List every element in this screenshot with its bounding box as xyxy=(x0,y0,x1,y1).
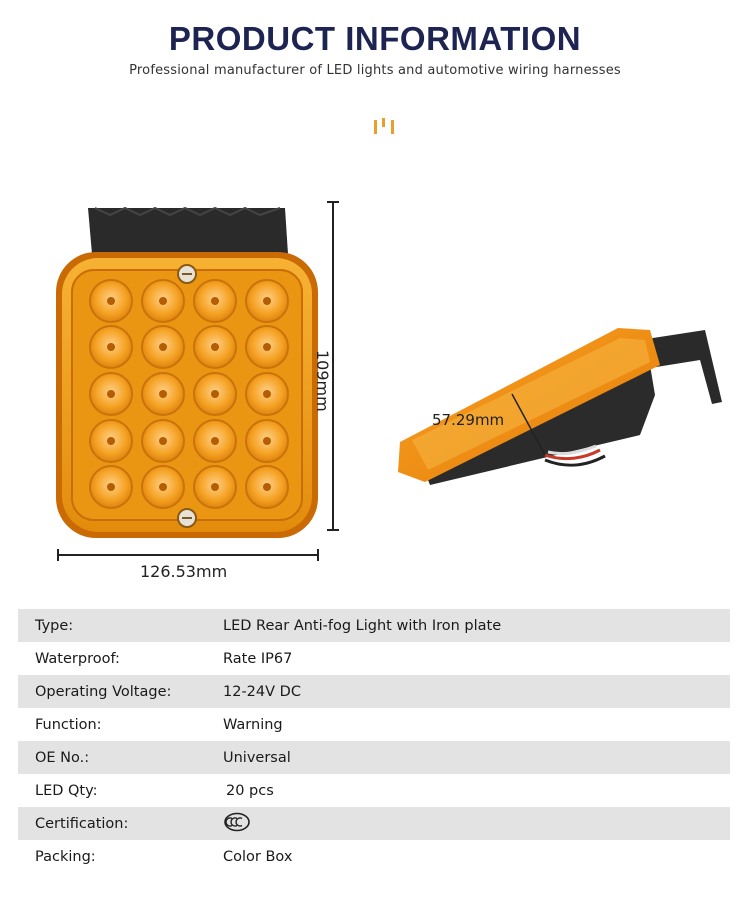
spec-key: OE No.: xyxy=(18,741,223,774)
spec-row-packing xyxy=(18,840,730,873)
width-dimension-label: 126.53mm xyxy=(140,562,228,581)
spec-key: Waterproof: xyxy=(35,650,120,667)
spec-key: LED Qty: xyxy=(35,782,98,799)
height-dimension-label: 109mm xyxy=(313,350,332,412)
spec-row-led-qty xyxy=(18,774,730,807)
front-view-lamp xyxy=(56,202,339,561)
spec-key: Packing: xyxy=(35,848,96,865)
product-images xyxy=(0,190,750,590)
page-title: PRODUCT INFORMATION xyxy=(168,20,582,57)
spec-value: Rate IP67 xyxy=(223,650,293,667)
spec-value: Color Box xyxy=(223,848,293,865)
spec-key: Operating Voltage: xyxy=(18,675,223,708)
spec-key: Type: xyxy=(18,609,223,642)
spec-value: Universal xyxy=(223,741,730,774)
depth-dimension-label: 57.29mm xyxy=(432,411,505,429)
accent-bars-icon xyxy=(374,118,396,134)
spec-key: Function: xyxy=(35,716,102,733)
page-subtitle: Professional manufacturer of LED lights and automotive wiring harnesses xyxy=(129,63,621,78)
spec-row-oe-no xyxy=(18,741,730,774)
spec-value: Warning xyxy=(223,716,283,733)
spec-row-type xyxy=(18,609,730,642)
side-view-lamp xyxy=(398,328,722,485)
spec-value: LED Rear Anti-fog Light with Iron plate xyxy=(223,609,730,642)
ccc-certification-icon xyxy=(223,812,251,836)
spec-value: 20 pcs xyxy=(226,782,274,799)
spec-row-function xyxy=(18,708,730,741)
spec-row-certification xyxy=(18,807,730,840)
specs-table xyxy=(18,609,730,873)
spec-row-voltage xyxy=(18,675,730,708)
spec-key: Certification: xyxy=(18,807,223,840)
product-illustration xyxy=(0,190,750,590)
spec-value: 12-24V DC xyxy=(223,675,730,708)
spec-row-waterproof xyxy=(18,642,730,675)
